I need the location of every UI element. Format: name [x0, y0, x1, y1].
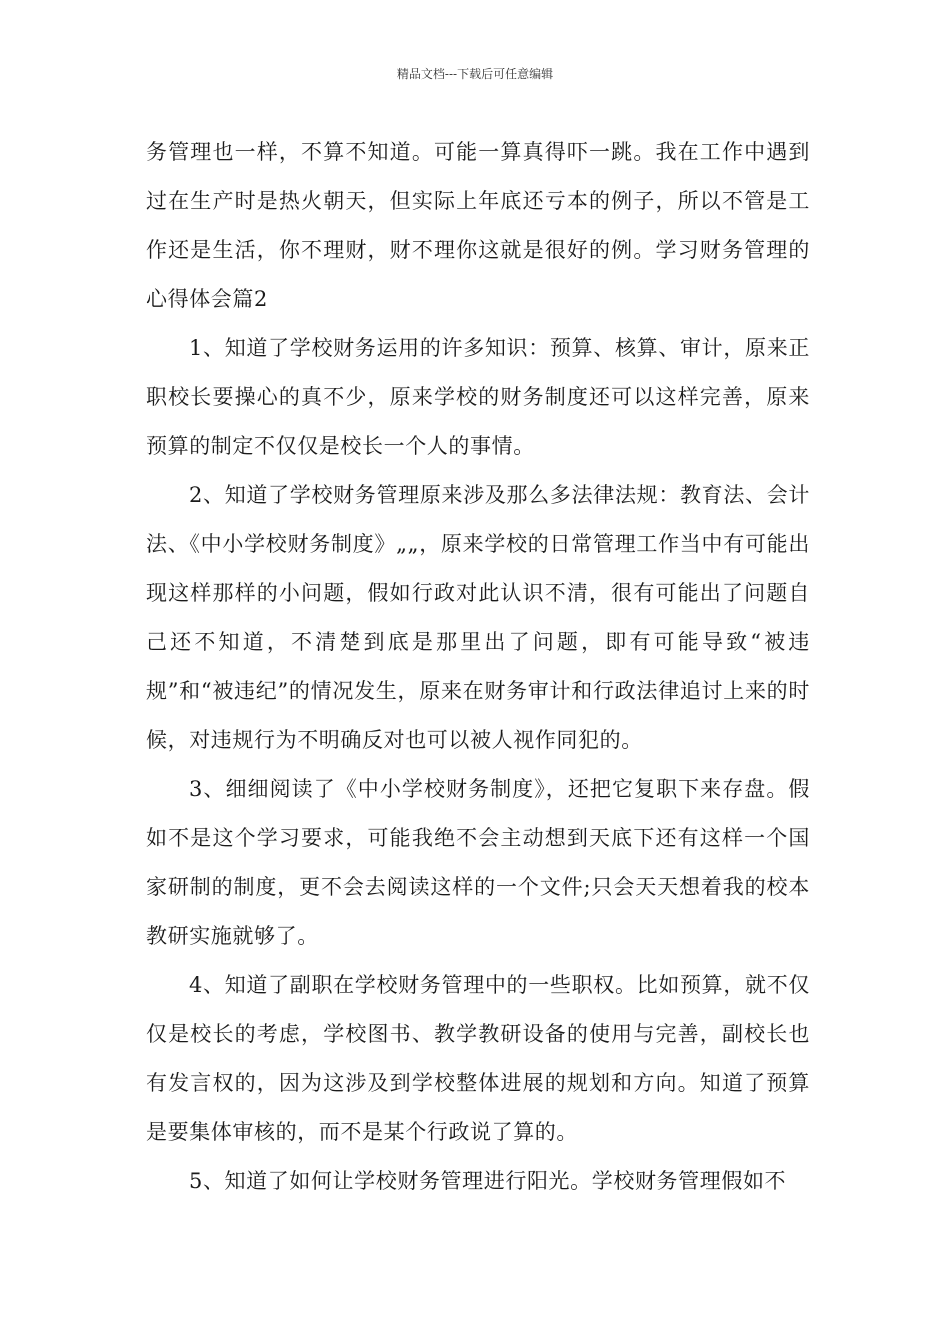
paragraph-continuation: 务管理也一样，不算不知道。可能一算真得吓一跳。我在工作中遇到过在生产时是热火朝天，但实际上年底还亏本的例子，所以不管是工作还是生活，你不理财，财不理你这就是很好的例。学习财务管理的心得体会篇2 — [146, 140, 810, 311]
paragraph-item-4: 4、知道了副职在学校财务管理中的一些职权。比如预算，就不仅仅是校长的考虑，学校图书、教学教研设备的使用与完善，副校长也有发言权的，因为这涉及到学校整体进展的规划和方向。知道了预算是要集体审核的，而不是某个行政说了算的。 — [146, 973, 810, 1144]
paragraph-item-1: 1、知道了学校财务运用的许多知识：预算、核算、审计，原来正职校长要操心的真不少，原来学校的财务制度还可以这样完善，原来预算的制定不仅仅是校长一个人的事情。 — [146, 336, 810, 458]
page-header: 精品文档---下载后可任意编辑 — [396, 67, 554, 81]
paragraph-item-3: 3、细细阅读了《中小学校财务制度》，还把它复职下来存盘。假如不是这个学习要求，可能我绝不会主动想到天底下还有这样一个国家研制的制度，更不会去阅读这样的一个文件;只会天天想着我的校本教研实施就够了。 — [146, 777, 810, 948]
paragraph-item-2: 2、知道了学校财务管理原来涉及那么多法律法规：教育法、会计法、《中小学校财务制度》„„，原来学校的日常管理工作当中有可能出现这样那样的小问题，假如行政对此认识不清，很有可能出了问题自己还不知道，不清楚到底是那里出了问题，即有可能导致“被违规”和“被违纪”的情况发生，原来在财务审计和行政法律追讨上来的时候，对违规行为不明确反对也可以被人视作同犯的。 — [146, 483, 810, 752]
paragraph-item-5: 5、知道了如何让学校财务管理进行阳光。学校财务管理假如不 — [189, 1169, 787, 1193]
document-body — [146, 128, 810, 1206]
